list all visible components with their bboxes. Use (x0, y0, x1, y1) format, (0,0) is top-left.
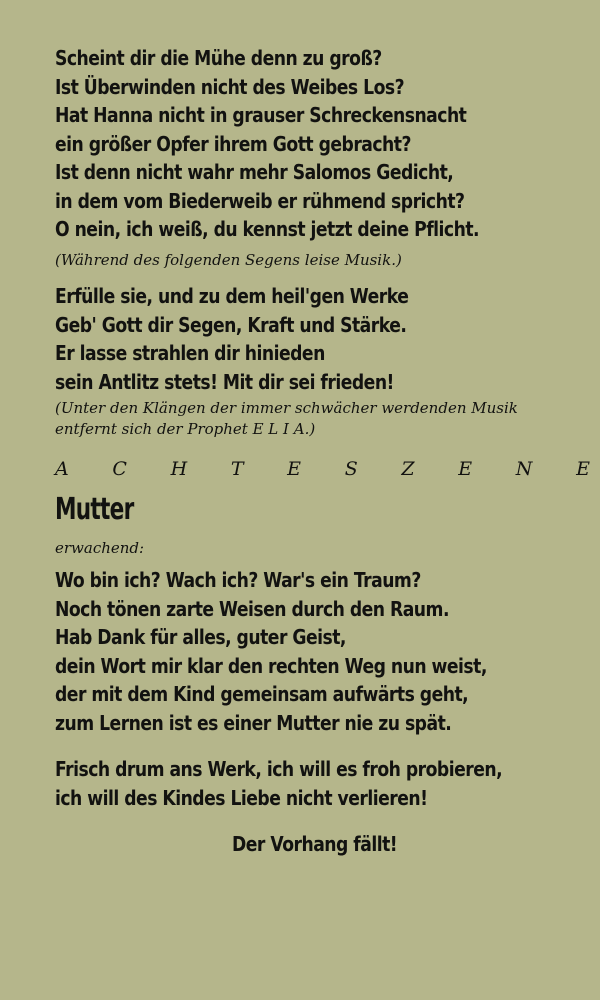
scene-heading-letter: C (112, 458, 127, 480)
speaker-direction: erwachend: (55, 539, 145, 557)
verse-line: in dem vom Biederweib er rühmend spricht? (55, 188, 465, 213)
verse-line: Noch tönen zarte Weisen durch den Raum. (55, 596, 449, 621)
verse-line: Ist Überwinden nicht des Weibes Los? (55, 74, 405, 99)
verse-line: dein Wort mir klar den rechten Weg nun weist, (55, 653, 487, 678)
scene-heading-letter: Z (401, 458, 415, 480)
speaker-name: Mutter (55, 492, 134, 527)
scene-heading-letter: E (287, 458, 302, 480)
verse-line: ein größer Opfer ihrem Gott gebracht? (55, 131, 411, 156)
verse-line: Scheint dir die Mühe denn zu groß? (55, 46, 382, 70)
verse-line: Wo bin ich? Wach ich? War's ein Traum? (55, 568, 421, 592)
scene-heading-letter: N (515, 458, 533, 480)
scene-heading-letter: E (576, 458, 590, 480)
verse-line: Hat Hanna nicht in grauser Schreckensnacht (55, 103, 467, 127)
verse-line: O nein, ich weiß, du kennst jetzt deine Pflicht. (55, 217, 480, 241)
stage-direction: (Während des folgenden Segens leise Musik.) (55, 251, 402, 269)
verse-line: Er lasse strahlen dir hinieden (55, 341, 325, 365)
stanza-2 (55, 282, 466, 396)
stanza-3 (55, 566, 557, 737)
scene-heading-letter: E (458, 458, 473, 480)
scene-heading-letter: H (170, 458, 188, 480)
stage-direction-line: entfernt sich der Prophet E L I A.) (55, 420, 316, 438)
scene-heading-letter: T (230, 458, 244, 480)
verse-line: Ist denn nicht wahr mehr Salomos Gedicht, (55, 160, 454, 184)
stage-direction-line: (Unter den Klängen der immer schwächer werdenden Musik (55, 399, 518, 417)
verse-line: Geb' Gott dir Segen, Kraft und Stärke. (55, 312, 407, 337)
verse-line: sein Antlitz stets! Mit dir sei frieden! (55, 369, 394, 394)
verse-line: zum Lernen ist es einer Mutter nie zu spät. (55, 710, 452, 735)
verse-line: ich will des Kindes Liebe nicht verlieren! (55, 785, 428, 810)
scene-heading-letter: A (55, 458, 69, 480)
scene-heading-letter: S (344, 458, 358, 480)
stanza-1 (55, 44, 548, 244)
stanza-4 (55, 755, 575, 812)
verse-line: der mit dem Kind gemeinsam aufwärts geht, (55, 682, 469, 706)
verse-line: Frisch drum ans Werk, ich will es froh probieren, (55, 757, 503, 781)
scene-heading (55, 458, 590, 480)
verse-line: Erfülle sie, und zu dem heil'gen Werke (55, 284, 409, 308)
verse-line: Hab Dank für alles, guter Geist, (55, 625, 346, 649)
closing-line: Der Vorhang fällt! (232, 832, 398, 856)
